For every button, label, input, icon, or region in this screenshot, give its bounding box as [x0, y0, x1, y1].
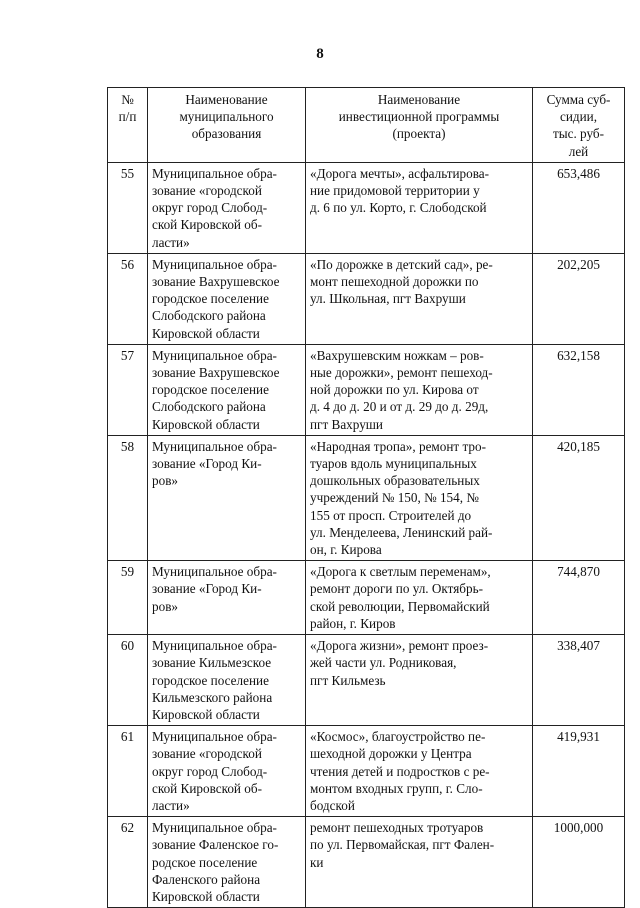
row-number: 55 — [108, 162, 148, 253]
table-row — [108, 817, 625, 908]
program-name: «Вахрушевским ножкам – ров- ные дорожки», ремонт пешеход- ной дорожки по ул. Кирова от д. 4 до д. 20 и от д. 29 до д. 29д, пгт Вахруши — [306, 344, 533, 435]
program-name: «Дорога к светлым переменам», ремонт дороги по ул. Октябрь- ской революции, Первомайский район, г. Киров — [306, 561, 533, 635]
municipality-name: Муниципальное обра- зование «Город Ки- ров» — [148, 561, 306, 635]
municipality-name: Муниципальное обра- зование Вахрушевское городское поселение Слободского района Кировской области — [148, 253, 306, 344]
program-name: «По дорожке в детский сад», ре- монт пешеходной дорожки по ул. Школьная, пгт Вахруши — [306, 253, 533, 344]
program-name: «Народная тропа», ремонт тро- туаров вдоль муниципальных дошкольных образовательных учреждений № 150, № 154, № 155 от просп. Строителей до ул. Менделеева, Ленинский рай- он, г. Кирова — [306, 435, 533, 560]
subsidy-amount: 419,931 — [533, 726, 625, 817]
table-row — [108, 162, 625, 253]
municipality-name: Муниципальное обра- зование Фаленское го- родское поселение Фаленского района Кировской области — [148, 817, 306, 908]
row-number: 57 — [108, 344, 148, 435]
subsidy-amount: 338,407 — [533, 635, 625, 726]
row-number: 59 — [108, 561, 148, 635]
table-row — [108, 253, 625, 344]
subsidy-table — [107, 87, 625, 908]
subsidy-amount: 1000,000 — [533, 817, 625, 908]
subsidy-amount: 632,158 — [533, 344, 625, 435]
table-header-row — [108, 88, 625, 163]
municipality-name: Муниципальное обра- зование «Город Ки- ров» — [148, 435, 306, 560]
table-row — [108, 561, 625, 635]
row-number: 58 — [108, 435, 148, 560]
municipality-name: Муниципальное обра- зование Кильмезское городское поселение Кильмезского района Кировской области — [148, 635, 306, 726]
page-number: 8 — [316, 46, 324, 62]
header-sum: Сумма суб- сидии, тыс. руб- лей — [533, 88, 625, 163]
header-program: Наименование инвестиционной программы (проекта) — [306, 88, 533, 163]
program-name: «Дорога жизни», ремонт проез- жей части ул. Родниковая, пгт Кильмезь — [306, 635, 533, 726]
table-row — [108, 726, 625, 817]
row-number: 61 — [108, 726, 148, 817]
table-row — [108, 435, 625, 560]
header-number: № п/п — [108, 88, 148, 163]
row-number: 60 — [108, 635, 148, 726]
table-row — [108, 344, 625, 435]
subsidy-amount: 653,486 — [533, 162, 625, 253]
program-name: «Космос», благоустройство пе- шеходной дорожки у Центра чтения детей и подростков с ре- монтом входных групп, г. Сло- бодской — [306, 726, 533, 817]
subsidy-amount: 202,205 — [533, 253, 625, 344]
subsidy-amount: 744,870 — [533, 561, 625, 635]
row-number: 62 — [108, 817, 148, 908]
municipality-name: Муниципальное обра- зование Вахрушевское городское поселение Слободского района Кировской области — [148, 344, 306, 435]
row-number: 56 — [108, 253, 148, 344]
table-row — [108, 635, 625, 726]
municipality-name: Муниципальное обра- зование «городской округ город Слобод- ской Кировской об- ласти» — [148, 726, 306, 817]
program-name: ремонт пешеходных тротуаров по ул. Первомайская, пгт Фален- ки — [306, 817, 533, 908]
subsidy-amount: 420,185 — [533, 435, 625, 560]
municipality-name: Муниципальное обра- зование «городской округ город Слобод- ской Кировской об- ласти» — [148, 162, 306, 253]
program-name: «Дорога мечты», асфальтирова- ние придомовой территории у д. 6 по ул. Корто, г. Слободской — [306, 162, 533, 253]
header-municipality: Наименование муниципального образования — [148, 88, 306, 163]
